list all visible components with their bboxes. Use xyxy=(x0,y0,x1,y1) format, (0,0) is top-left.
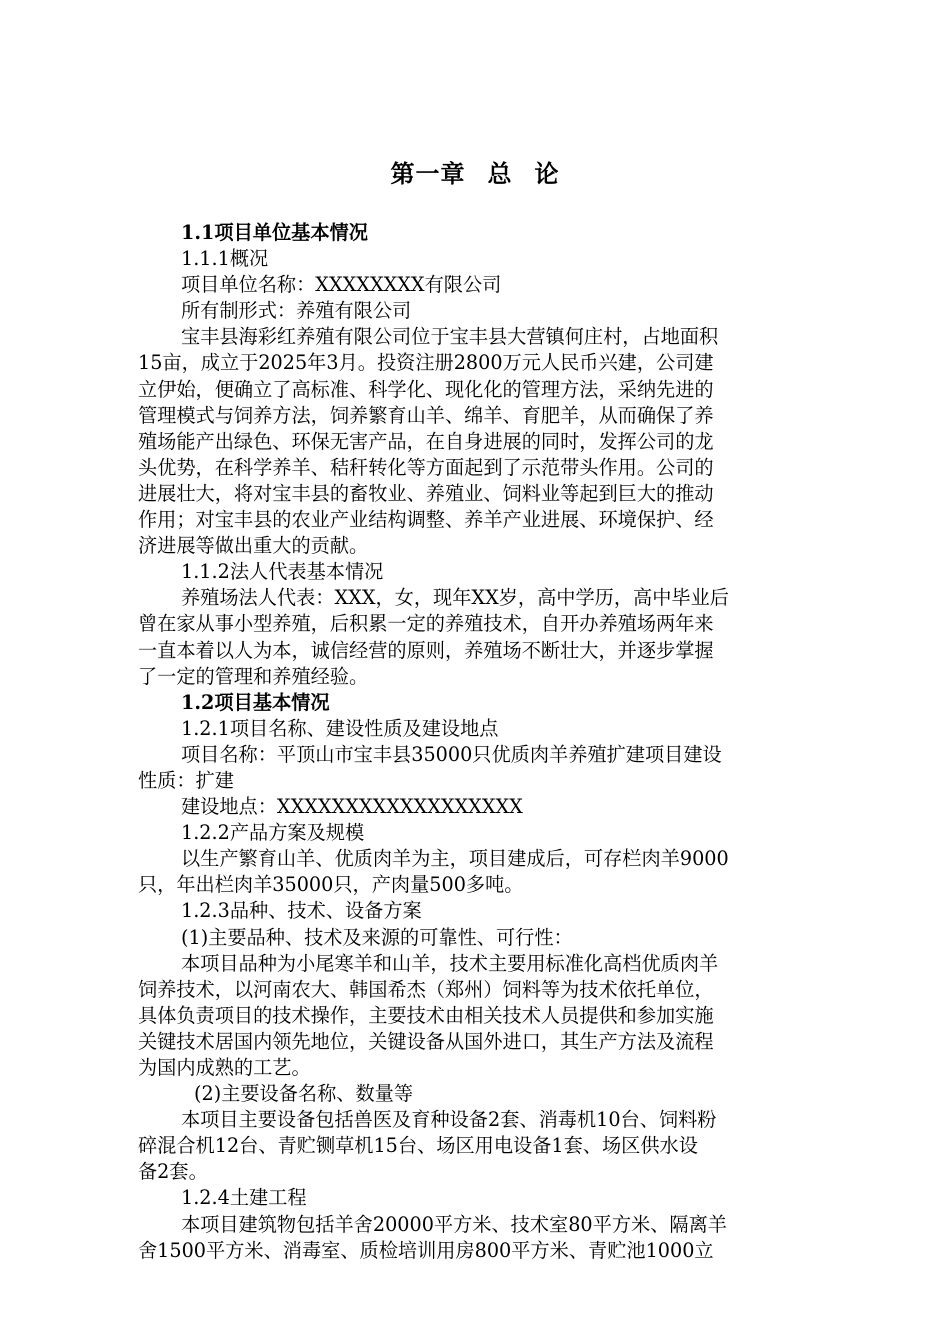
paragraph-line: 济进展等做出重大的贡献。 xyxy=(138,534,369,558)
subsection-heading-1-1-2: 1.1.2法人代表基本情况 xyxy=(181,560,384,584)
subsection-heading-1-2-2: 1.2.2产品方案及规模 xyxy=(181,821,365,845)
section-heading-1-2: 1.2项目基本情况 xyxy=(181,690,330,714)
list-item-heading: (2)主要设备名称、数量等 xyxy=(194,1082,414,1106)
paragraph-line: 进展壮大，将对宝丰县的畜牧业、养殖业、饲料业等起到巨大的推动 xyxy=(138,481,714,505)
paragraph-line: 一直本着以人为本，诚信经营的原则，养殖场不断壮大，并逐步掌握 xyxy=(138,638,714,662)
paragraph-line: 头优势，在科学养羊、秸秆转化等方面起到了示范带头作用。公司的 xyxy=(138,455,714,479)
paragraph-line: 以生产繁育山羊、优质肉羊为主，项目建成后，可存栏肉羊9000 xyxy=(181,847,729,871)
paragraph-line: 了一定的管理和养殖经验。 xyxy=(138,664,369,688)
paragraph-line: 养殖场法人代表：XXX，女，现年XX岁，高中学历，高中毕业后 xyxy=(181,586,729,610)
paragraph-line: 殖场能产出绿色、环保无害产品，在自身进展的同时，发挥公司的龙 xyxy=(138,429,714,453)
paragraph-line: 本项目品种为小尾寒羊和山羊，技术主要用标准化高档优质肉羊 xyxy=(181,951,719,975)
chapter-title xyxy=(0,156,950,192)
paragraph-line: 碎混合机12台、青贮铡草机15台、场区用电设备1套、场区供水设 xyxy=(138,1134,698,1158)
paragraph-line: 备2套。 xyxy=(138,1160,208,1184)
paragraph-line: 建设地点：XXXXXXXXXXXXXXXXXX xyxy=(181,795,523,819)
paragraph-line: 关键技术居国内领先地位，关键设备从国外进口，其生产方法及流程 xyxy=(138,1029,714,1053)
list-item-heading: (1)主要品种、技术及来源的可靠性、可行性： xyxy=(181,925,573,949)
chapter-title-char-1: 总 xyxy=(487,159,513,188)
subsection-heading-1-2-4: 1.2.4土建工程 xyxy=(181,1186,307,1210)
paragraph-line: 曾在家从事小型养殖，后积累一定的养殖技术，自开办养殖场两年来 xyxy=(138,612,714,636)
paragraph-line: 饲养技术，以河南农大、韩国希杰（郑州）饲料等为技术依托单位， xyxy=(138,977,714,1001)
subsection-heading-1-2-3: 1.2.3品种、技术、设备方案 xyxy=(181,899,422,923)
subsection-heading-1-2-1: 1.2.1项目名称、建设性质及建设地点 xyxy=(181,716,499,740)
paragraph-line: 立伊始，便确立了高标准、科学化、现化化的管理方法，采纳先进的 xyxy=(138,377,714,401)
paragraph-line: 具体负责项目的技术操作，主要技术由相关技术人员提供和参加实施 xyxy=(138,1003,714,1027)
body-text xyxy=(138,220,814,1264)
subsection-heading-1-1-1: 1.1.1概况 xyxy=(181,247,269,271)
paragraph-line: 宝丰县海彩红养殖有限公司位于宝丰县大营镇何庄村，占地面积 xyxy=(181,325,719,349)
chapter-title-char-2: 论 xyxy=(534,159,560,188)
chapter-number: 第一章 xyxy=(390,159,466,188)
paragraph-line: 项目名称：平顶山市宝丰县35000只优质肉羊养殖扩建项目建设 xyxy=(181,742,722,766)
paragraph-line: 为国内成熟的工艺。 xyxy=(138,1056,311,1079)
paragraph-line: 所有制形式：养殖有限公司 xyxy=(181,299,412,323)
section-heading-1-1: 1.1项目单位基本情况 xyxy=(181,221,368,244)
paragraph-line: 管理模式与饲养方法，饲养繁育山羊、绵羊、育肥羊，从而确保了养 xyxy=(138,403,714,427)
paragraph-line: 15亩，成立于2025年3月。投资注册2800万元人民币兴建，公司建 xyxy=(138,351,714,375)
paragraph-line: 舍1500平方米、消毒室、质检培训用房800平方米、青贮池1000立 xyxy=(138,1238,714,1262)
paragraph-line: 作用；对宝丰县的农业产业结构调整、养羊产业进展、环境保护、经 xyxy=(138,508,714,532)
paragraph-line: 只，年出栏肉羊35000只，产肉量500多吨。 xyxy=(138,873,524,897)
paragraph-line: 性质：扩建 xyxy=(138,768,234,792)
paragraph-line: 本项目主要设备包括兽医及育种设备2套、消毒机10台、饲料粉 xyxy=(181,1108,717,1132)
paragraph-line: 项目单位名称：XXXXXXXX有限公司 xyxy=(181,273,502,297)
paragraph-line: 本项目建筑物包括羊舍20000平方米、技术室80平方米、隔离羊 xyxy=(181,1212,727,1236)
